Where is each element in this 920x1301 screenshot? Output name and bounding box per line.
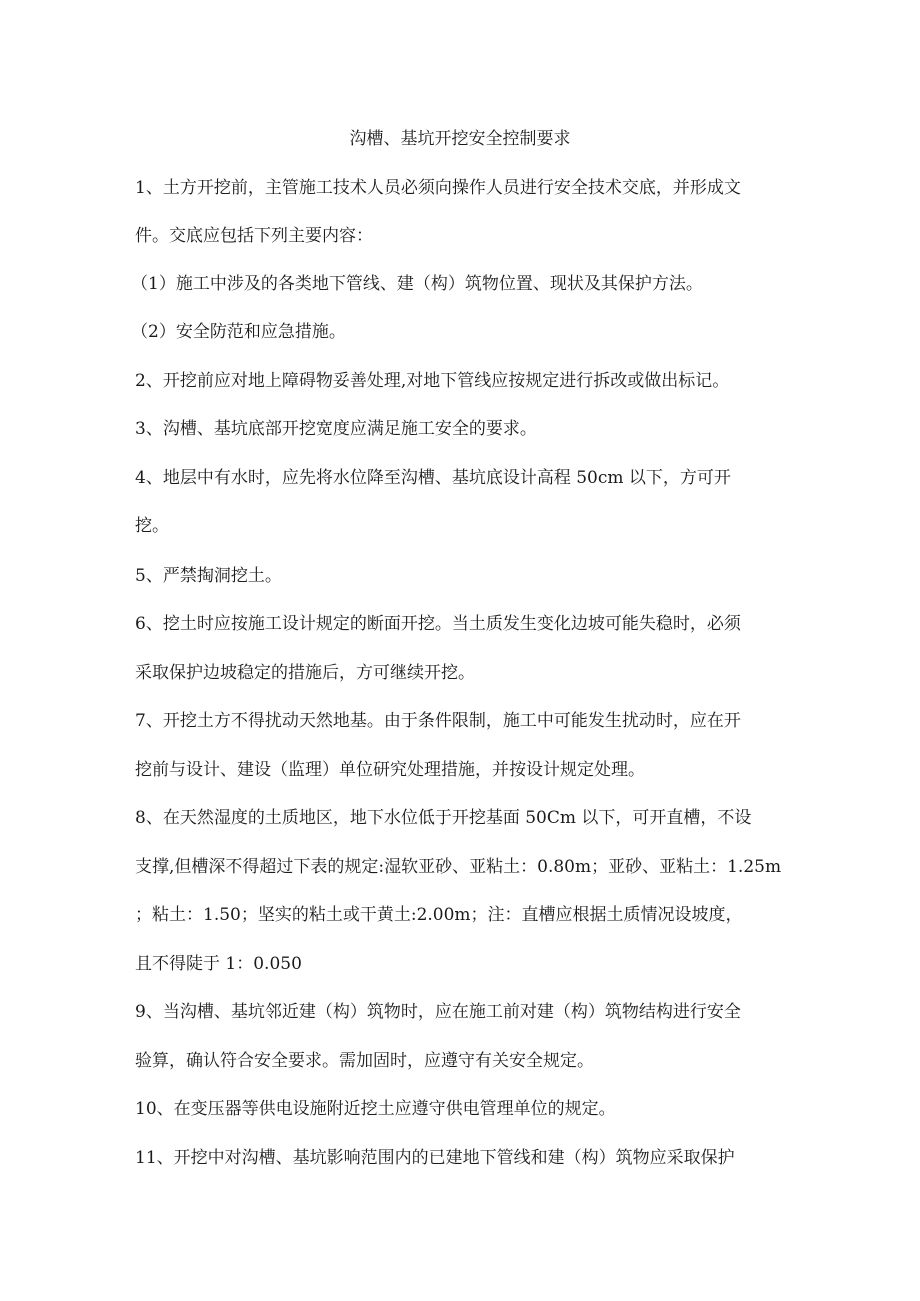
paragraph-line: （1）施工中涉及的各类地下管线、建（构）筑物位置、现状及其保护方法。 <box>131 274 703 294</box>
paragraph-line: 5、严禁掏洞挖土。 <box>135 566 282 586</box>
paragraph-line: 件。交底应包括下列主要内容： <box>135 226 373 246</box>
paragraph-line: 支撑,但槽深不得超过下表的规定:湿软亚砂、亚粘土：0.80m；亚砂、亚粘土：1.25m <box>135 857 782 877</box>
paragraph-line: 且不得陡于 1：0.050 <box>135 954 302 974</box>
paragraph-line: 2、开挖前应对地上障碍物妥善处理,对地下管线应按规定进行拆改或做出标记。 <box>135 371 730 391</box>
paragraph-line: （2）安全防范和应急措施。 <box>131 322 346 342</box>
paragraph-line: 采取保护边坡稳定的措施后，方可继续开挖。 <box>135 663 475 683</box>
paragraph-line: 9、当沟槽、基坑邻近建（构）筑物时，应在施工前对建（构）筑物结构进行安全 <box>135 1002 741 1022</box>
paragraph-line: 挖。 <box>135 516 169 536</box>
paragraph-line: 验算，确认符合安全要求。需加固时，应遵守有关安全规定。 <box>135 1051 594 1071</box>
paragraph-line: 7、开挖土方不得扰动天然地基。由于条件限制，施工中可能发生扰动时，应在开 <box>135 711 741 731</box>
paragraph-line: 4、地层中有水时，应先将水位降至沟槽、基坑底设计高程 50cm 以下，方可开 <box>135 468 731 488</box>
paragraph-line: 10、在变压器等供电设施附近挖土应遵守供电管理单位的规定。 <box>135 1099 616 1119</box>
paragraph-line: 挖前与设计、建设（监理）单位研究处理措施，并按设计规定处理。 <box>135 760 645 780</box>
paragraph-line: 3、沟槽、基坑底部开挖宽度应满足施工安全的要求。 <box>135 419 537 439</box>
paragraph-line: 6、挖土时应按施工设计规定的断面开挖。当土质发生变化边坡可能失稳时，必须 <box>135 614 741 634</box>
paragraph-line: 8、在天然湿度的土质地区，地下水位低于开挖基面 50Cm 以下，可开直槽，不设 <box>135 808 752 828</box>
paragraph-line: 11、开挖中对沟槽、基坑影响范围内的已建地下管线和建（构）筑物应采取保护 <box>135 1148 735 1168</box>
document-title: 沟槽、基坑开挖安全控制要求 <box>349 129 571 149</box>
paragraph-line: ；粘土：1.50；坚实的粘土或干黄土:2.00m；注：直槽应根据土质情况设坡度， <box>135 905 743 925</box>
paragraph-line: 1、土方开挖前，主管施工技术人员必须向操作人员进行安全技术交底，并形成文 <box>135 178 741 198</box>
